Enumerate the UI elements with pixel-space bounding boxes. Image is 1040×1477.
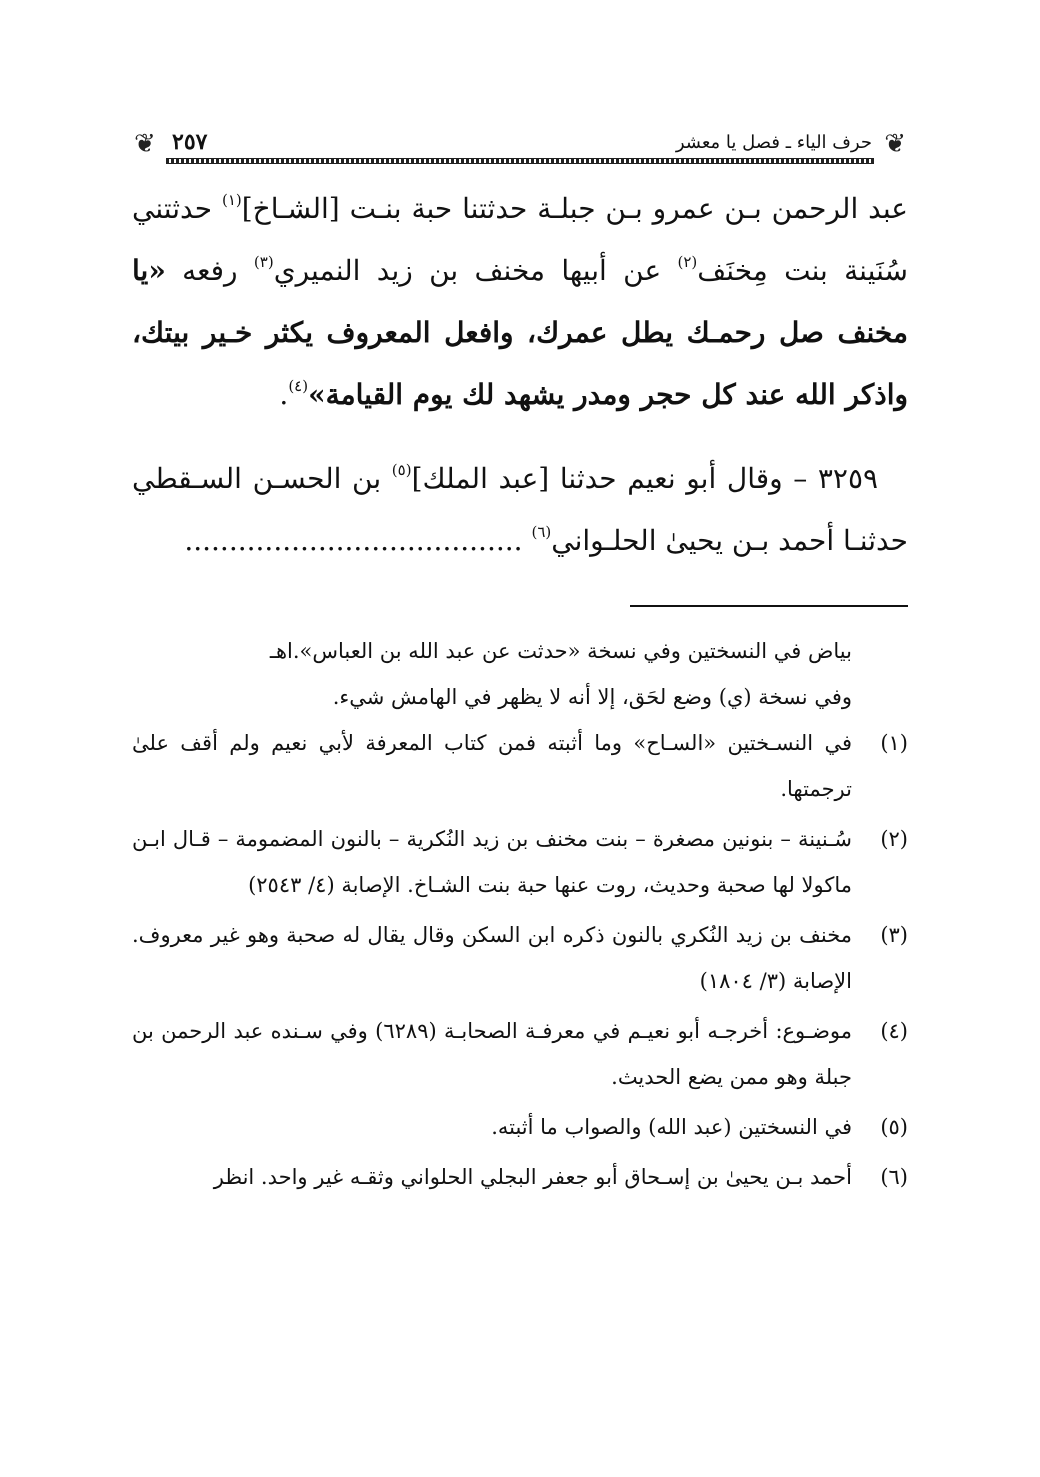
footnote-text: مخنف بن زيد النُكري بالنون ذكره ابن السكن وقال يقال له صحبة وهو غير معروف. الإصابة (٣/ ١٨٠٤) xyxy=(132,923,852,993)
ornament-left-icon: ❦ xyxy=(134,129,156,159)
footnote-continuation: بياض في النسختين وفي نسخة «حدثت عن عبد الله بن العباس».اهـ xyxy=(269,639,852,663)
footnote-text: في النسختين (عبد الله) والصواب ما أثبته. xyxy=(491,1115,852,1139)
footnote-item xyxy=(132,720,908,812)
ornament-right-icon: ❦ xyxy=(884,129,906,159)
footnote-text: سُـنينة – بنونين مصغرة – بنت مخنف بن زيد النُكرية – بالنون المضمومة – قـال ابـن ماكولا لها صحبة وحديث، روت عنها حبة بنت الشـاخ. الإصابة (٤/ ٢٥٤٣) xyxy=(132,827,852,897)
dot-leader: ...................................... xyxy=(184,524,532,557)
footnote-ref-4: (٤) xyxy=(288,377,309,395)
text-run: عن أبيها مخنف بن زيد النميري xyxy=(273,254,678,287)
footnote-ref-6: (٦) xyxy=(531,523,552,541)
footnote-item xyxy=(132,1154,908,1200)
text-run: رفعه xyxy=(165,254,254,287)
hadith-paragraph xyxy=(132,178,908,426)
footnote-divider xyxy=(630,605,908,607)
running-title: حرف الياء ـ فصل يا معشر xyxy=(672,130,876,156)
footnotes xyxy=(132,628,908,1200)
text-run: بن الحسـن السـقطي حدثنـا أحمد بـن يحيىٰ الحلـواني xyxy=(132,462,908,557)
page-number: ٢٥٧ xyxy=(168,128,211,156)
footnote-ref-2: (٢) xyxy=(677,253,698,271)
footnote-number: (٥) xyxy=(880,1115,908,1139)
header-rule xyxy=(166,158,874,164)
footnote-item xyxy=(132,816,908,908)
text-run: حدثتني سُنَينة بنت مِخنَف xyxy=(132,192,908,287)
main-text xyxy=(132,178,908,572)
footnote-number: (٦) xyxy=(880,1165,908,1189)
footnote-ref-3: (٣) xyxy=(253,253,274,271)
footnote-item xyxy=(132,912,908,1004)
footnote-text: في النسـختين «السـاح» وما أثبته فمن كتاب المعرفة لأبي نعيم ولم أقف علىٰ ترجمتها. xyxy=(132,731,852,801)
footnote-item xyxy=(132,1104,908,1150)
footnote-number: (٣) xyxy=(880,923,908,947)
hadith-3259-paragraph xyxy=(132,448,908,572)
footnote-text: موضـوع: أخرجـه أبو نعيـم في معرفـة الصحابـة (٦٢٨٩) وفي سـنده عبد الرحمن بن جبلة وهو ممن يضع الحديث. xyxy=(132,1019,852,1089)
footnote-item xyxy=(132,1008,908,1100)
footnote-ref-5: (٥) xyxy=(391,461,412,479)
text-run: عبد الرحمن بـن عمرو بـن جبلـة حدثتنا حبة بنـت [الشـاخ] xyxy=(241,192,908,225)
running-header xyxy=(132,128,908,168)
footnote-continuation: وفي نسخة (ي) وضع لحَق، إلا أنه لا يظهر في الهامش شيء. xyxy=(332,685,852,709)
text-run: . xyxy=(279,378,289,411)
footnote-number: (٢) xyxy=(880,827,908,851)
footnote-ref-1: (١) xyxy=(221,191,242,209)
footnote-text: أحمد بـن يحيىٰ بن إسـحاق أبو جعفر البجلي الحلواني وثقـه غير واحد. انظر xyxy=(213,1165,852,1189)
footnote-number: (٤) xyxy=(880,1019,908,1043)
hadith-matn: «يا مخنف صل رحمـك يطل عمرك، وافعل المعروف يكثر خـير بيتك، واذكر الله عند كل حجر ومدر يشهد لك يوم القيامة» xyxy=(132,254,908,411)
text-run: ٣٢٥٩ – وقال أبو نعيم حدثنا [عبد الملك] xyxy=(411,462,879,495)
footnote-number: (١) xyxy=(880,731,908,755)
